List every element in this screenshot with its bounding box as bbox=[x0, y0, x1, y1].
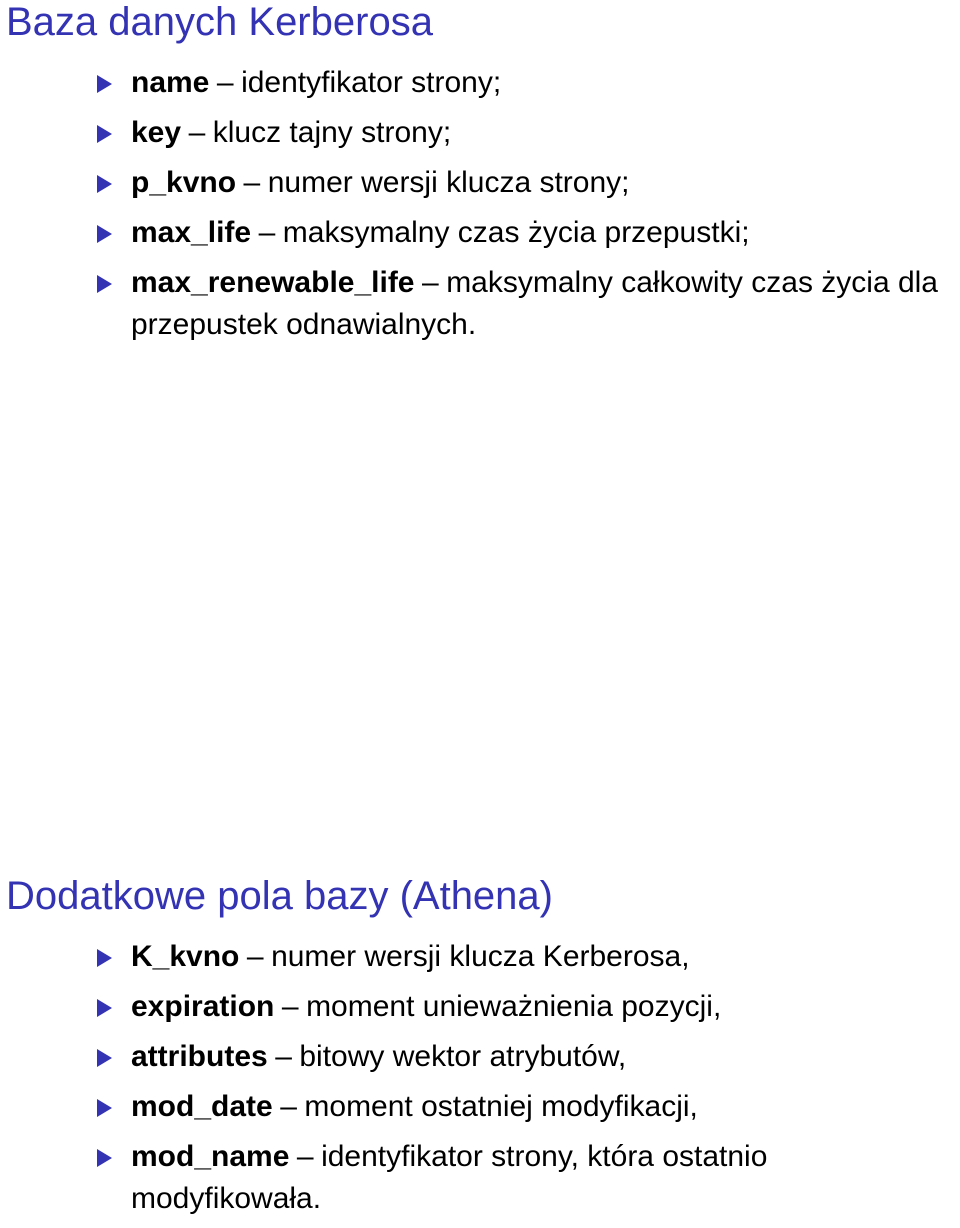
section-athena-fields bbox=[0, 874, 960, 1228]
field-term: p_kvno bbox=[131, 166, 237, 199]
separator-dash: – bbox=[188, 116, 206, 149]
list-item bbox=[0, 1036, 960, 1078]
triangle-bullet-icon bbox=[97, 999, 112, 1017]
triangle-bullet-icon bbox=[97, 75, 112, 93]
section-kerberos-database bbox=[0, 0, 960, 354]
field-term: name bbox=[131, 66, 210, 99]
separator-dash: – bbox=[280, 1090, 297, 1123]
list-item bbox=[0, 262, 960, 346]
list-item bbox=[0, 986, 960, 1028]
field-description: klucz tajny strony; bbox=[212, 116, 452, 149]
field-term: max_life bbox=[131, 216, 252, 249]
field-term: expiration bbox=[131, 990, 275, 1023]
triangle-bullet-icon bbox=[97, 225, 112, 243]
list-item bbox=[0, 936, 960, 978]
field-term: K_kvno bbox=[131, 940, 240, 973]
triangle-bullet-icon bbox=[97, 275, 112, 293]
triangle-bullet-icon bbox=[97, 1149, 112, 1167]
field-description: moment ostatniej modyfikacji, bbox=[304, 1090, 698, 1123]
field-list bbox=[0, 62, 960, 346]
field-description: maksymalny czas życia przepustki; bbox=[282, 216, 750, 249]
separator-dash: – bbox=[246, 940, 264, 973]
field-term: mod_name bbox=[131, 1140, 290, 1173]
field-description: numer wersji klucza strony; bbox=[267, 166, 630, 199]
section-title: Baza danych Kerberosa bbox=[6, 0, 433, 44]
field-term: key bbox=[131, 116, 182, 149]
field-description: identyfikator strony; bbox=[241, 66, 502, 99]
list-item bbox=[0, 112, 960, 154]
separator-dash: – bbox=[281, 990, 299, 1023]
triangle-bullet-icon bbox=[97, 175, 112, 193]
field-description: moment unieważnienia pozycji, bbox=[306, 990, 722, 1023]
list-item bbox=[0, 62, 960, 104]
list-item bbox=[0, 162, 960, 204]
triangle-bullet-icon bbox=[97, 1049, 112, 1067]
triangle-bullet-icon bbox=[97, 125, 112, 143]
field-term: mod_date bbox=[131, 1090, 273, 1123]
field-description: numer wersji klucza Kerberosa, bbox=[271, 940, 690, 973]
separator-dash: – bbox=[422, 266, 439, 299]
list-item bbox=[0, 212, 960, 254]
section-title: Dodatkowe pola bazy (Athena) bbox=[6, 874, 553, 918]
separator-dash: – bbox=[258, 216, 276, 249]
list-item bbox=[0, 1136, 960, 1220]
field-term: max_renewable_life bbox=[131, 266, 415, 299]
field-description: bitowy wektor atrybutów, bbox=[299, 1040, 627, 1073]
separator-dash: – bbox=[216, 66, 234, 99]
field-term: attributes bbox=[131, 1040, 268, 1073]
separator-dash: – bbox=[243, 166, 261, 199]
triangle-bullet-icon bbox=[97, 1099, 112, 1117]
field-description: identyfikator strony, która ostatnio modyfikowała. bbox=[131, 1140, 768, 1215]
triangle-bullet-icon bbox=[97, 949, 112, 967]
field-description: maksymalny całkowity czas życia dla przepustek odnawialnych. bbox=[131, 266, 938, 341]
list-item bbox=[0, 1086, 960, 1128]
separator-dash: – bbox=[296, 1140, 314, 1173]
field-list bbox=[0, 936, 960, 1220]
separator-dash: – bbox=[275, 1040, 292, 1073]
